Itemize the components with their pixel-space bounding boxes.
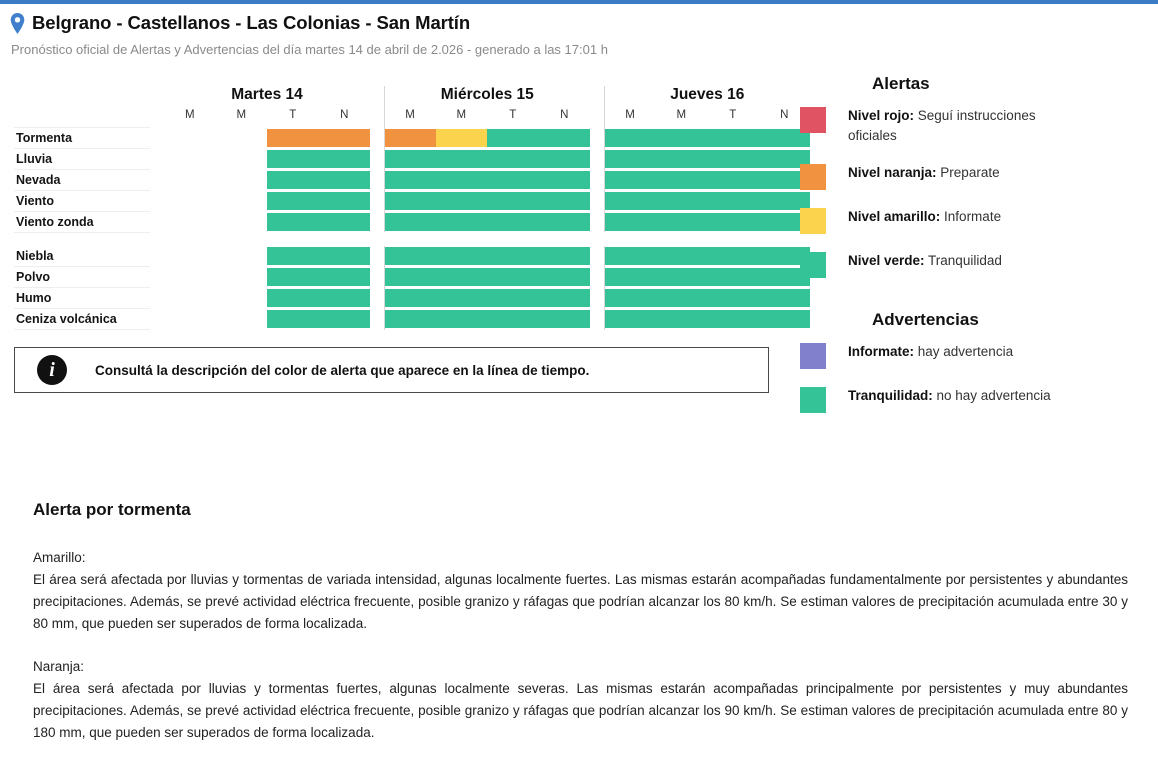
forecast-cell-lluvia-d2-t2[interactable]: [487, 148, 539, 169]
forecast-cell-lluvia-d2-m1[interactable]: [436, 148, 488, 169]
forecast-cell-lluvia-d3-t2[interactable]: [707, 148, 759, 169]
forecast-cell-ceniza-volc-nica-d2-m1[interactable]: [436, 309, 488, 330]
forecast-cell-nevada-d2-n3[interactable]: [539, 169, 591, 190]
forecast-cell-niebla-d1-m1[interactable]: [216, 246, 268, 267]
forecast-cell-viento-d1-m1[interactable]: [216, 190, 268, 211]
forecast-gap-cell: [590, 211, 604, 232]
forecast-cell-viento-zonda-d2-t2[interactable]: [487, 211, 539, 232]
day-header-3: Jueves 16: [604, 86, 810, 109]
forecast-cell-viento-d3-m1[interactable]: [656, 190, 708, 211]
forecast-cell-polvo-d1-m0[interactable]: [164, 267, 216, 288]
forecast-cell-nevada-d1-n3[interactable]: [319, 169, 371, 190]
forecast-cell-nevada-d1-t2[interactable]: [267, 169, 319, 190]
forecast-row-label: Tormenta: [14, 127, 150, 148]
legend-swatch-alert-1: [800, 107, 826, 133]
slot-header-n-d1-4: N: [340, 109, 349, 121]
legend-label-alert-3: Nivel amarillo: Informate: [848, 209, 1002, 224]
legend-alerts-list: [800, 106, 1150, 278]
forecast-cell-nevada-d2-m0[interactable]: [384, 169, 436, 190]
day-gap-cell: [370, 86, 384, 109]
forecast-cell-viento-d1-n3[interactable]: [319, 190, 371, 211]
alert-section-label-1: Amarillo:: [33, 550, 86, 565]
title-row: [10, 12, 810, 34]
forecast-gap-cell: [590, 148, 604, 169]
slot-gap-cell: [150, 109, 164, 127]
forecast-cell-viento-d3-m0[interactable]: [604, 190, 656, 211]
forecast-cell-viento-zonda-d1-m1[interactable]: [216, 211, 268, 232]
forecast-cell-polvo-d3-m0[interactable]: [604, 267, 656, 288]
day-gap-cell: [150, 86, 164, 109]
forecast-cell-tormenta-d1-t2[interactable]: [267, 127, 319, 148]
legend-swatch-warning-1: [800, 343, 826, 369]
legend-warnings-title: Advertencias: [872, 310, 979, 329]
forecast-cell-lluvia-d1-n3[interactable]: [319, 148, 371, 169]
slot-header-m-d3-2: M: [676, 109, 687, 121]
forecast-row-label: Nevada: [14, 169, 150, 190]
legend-swatch-warning-2: [800, 387, 826, 413]
forecast-cell-tormenta-d2-m0[interactable]: [384, 127, 436, 148]
forecast-gap-cell: [370, 246, 384, 267]
forecast-cell-lluvia-d3-m0[interactable]: [604, 148, 656, 169]
legend-panel: [800, 74, 1150, 430]
slot-header-m-d3-1: M: [604, 109, 656, 127]
forecast-cell-nevada-d2-m1[interactable]: [436, 169, 488, 190]
day-header-1: Martes 14: [231, 86, 303, 103]
info-icon: i: [37, 355, 67, 385]
forecast-cell-ceniza-volc-nica-d3-m0[interactable]: [604, 309, 656, 330]
forecast-cell-tormenta-d3-m1[interactable]: [656, 127, 708, 148]
legend-label-alert-2: Nivel naranja: Preparate: [848, 165, 1000, 180]
forecast-cell-lluvia-d2-m0[interactable]: [384, 148, 436, 169]
alert-description-sections: [33, 550, 1128, 744]
forecast-gap-cell: [370, 148, 384, 169]
slot-header-m-d2-1: M: [384, 109, 436, 127]
forecast-cell-tormenta-d1-n3[interactable]: [319, 127, 371, 148]
forecast-cell-humo-d2-t2[interactable]: [487, 288, 539, 309]
forecast-cell-ceniza-volc-nica-d1-m1[interactable]: [216, 309, 268, 330]
legend-item-alert-4: [800, 251, 1150, 278]
forecast-cell-polvo-d2-t2[interactable]: [487, 267, 539, 288]
legend-alerts-title: Alertas: [872, 74, 930, 93]
forecast-table-row: [14, 127, 810, 148]
forecast-cell-humo-d3-m1[interactable]: [656, 288, 708, 309]
forecast-cell-viento-d2-m0[interactable]: [384, 190, 436, 211]
forecast-cell-viento-zonda-d2-n3[interactable]: [539, 211, 591, 232]
forecast-table-body: [14, 127, 810, 330]
forecast-table-row: [14, 190, 810, 211]
forecast-row-label: Niebla: [14, 246, 150, 267]
forecast-gap-cell: [590, 309, 604, 330]
forecast-cell-lluvia-d3-m1[interactable]: [656, 148, 708, 169]
forecast-cell-humo-d2-m1[interactable]: [436, 288, 488, 309]
forecast-corner-cell: [14, 86, 150, 109]
forecast-cell-niebla-d2-m1[interactable]: [436, 246, 488, 267]
forecast-cell-lluvia-d1-m0[interactable]: [164, 148, 216, 169]
page-header: [10, 12, 810, 57]
top-accent-bar: [0, 0, 1158, 4]
forecast-gap-cell: [150, 190, 164, 211]
forecast-table-head: [14, 86, 810, 127]
forecast-row-label: Lluvia: [14, 148, 150, 169]
forecast-cell-viento-d1-m0[interactable]: [164, 190, 216, 211]
forecast-cell-viento-zonda-d3-t2[interactable]: [707, 211, 759, 232]
forecast-cell-ceniza-volc-nica-d1-t2[interactable]: [267, 309, 319, 330]
forecast-gap-cell: [150, 148, 164, 169]
forecast-cell-niebla-d1-t2[interactable]: [267, 246, 319, 267]
forecast-cell-viento-zonda-d1-t2[interactable]: [267, 211, 319, 232]
forecast-cell-tormenta-d3-t2[interactable]: [707, 127, 759, 148]
forecast-cell-tormenta-d2-m1[interactable]: [436, 127, 488, 148]
group-spacer-row: [14, 232, 810, 246]
forecast-cell-viento-zonda-d2-m1[interactable]: [436, 211, 488, 232]
forecast-cell-viento-zonda-d1-m0[interactable]: [164, 211, 216, 232]
forecast-gap-cell: [370, 127, 384, 148]
forecast-cell-tormenta-d1-m0[interactable]: [164, 127, 216, 148]
forecast-cell-polvo-d3-m1[interactable]: [656, 267, 708, 288]
forecast-cell-ceniza-volc-nica-d3-m1[interactable]: [656, 309, 708, 330]
slot-header-t-d2-3: T: [509, 109, 517, 121]
forecast-cell-ceniza-volc-nica-d1-n3[interactable]: [319, 309, 371, 330]
forecast-gap-cell: [150, 246, 164, 267]
forecast-cell-nevada-d3-m0[interactable]: [604, 169, 656, 190]
forecast-cell-ceniza-volc-nica-d1-m0[interactable]: [164, 309, 216, 330]
forecast-cell-polvo-d2-m0[interactable]: [384, 267, 436, 288]
slot-header-t-d3-3: T: [729, 109, 737, 121]
forecast-cell-polvo-d2-m1[interactable]: [436, 267, 488, 288]
forecast-gap-cell: [150, 211, 164, 232]
forecast-cell-nevada-d3-t2[interactable]: [707, 169, 759, 190]
forecast-cell-niebla-d2-n3[interactable]: [539, 246, 591, 267]
slot-gap-cell: [370, 109, 384, 127]
forecast-cell-viento-d2-n3[interactable]: [539, 190, 591, 211]
forecast-gap-cell: [370, 190, 384, 211]
slot-header-m-d2-2: M: [456, 109, 467, 121]
forecast-row-label: Ceniza volcánica: [14, 309, 150, 330]
forecast-cell-viento-zonda-d3-m1[interactable]: [656, 211, 708, 232]
slot-header-t-d1-3: T: [289, 109, 297, 121]
forecast-gap-cell: [150, 169, 164, 190]
forecast-gap-cell: [370, 309, 384, 330]
forecast-cell-niebla-d2-m0[interactable]: [384, 246, 436, 267]
forecast-row-label: Humo: [14, 288, 150, 309]
forecast-cell-lluvia-d1-m1[interactable]: [216, 148, 268, 169]
legend-swatch-alert-4: [800, 252, 826, 278]
forecast-gap-cell: [590, 169, 604, 190]
forecast-cell-nevada-d2-t2[interactable]: [487, 169, 539, 190]
forecast-table-row: [14, 288, 810, 309]
forecast-cell-viento-d2-t2[interactable]: [487, 190, 539, 211]
legend-item-alert-3: [800, 207, 1150, 234]
forecast-table-row: [14, 309, 810, 330]
forecast-gap-cell: [150, 309, 164, 330]
forecast-table-row: [14, 211, 810, 232]
forecast-gap-cell: [370, 211, 384, 232]
forecast-cell-viento-d2-m1[interactable]: [436, 190, 488, 211]
forecast-cell-niebla-d3-t2[interactable]: [707, 246, 759, 267]
forecast-cell-tormenta-d3-m0[interactable]: [604, 127, 656, 148]
forecast-cell-humo-d3-m0[interactable]: [604, 288, 656, 309]
forecast-gap-cell: [370, 288, 384, 309]
slot-header-m-d1-1: M: [184, 109, 195, 121]
forecast-cell-humo-d1-m0[interactable]: [164, 288, 216, 309]
forecast-cell-lluvia-d2-n3[interactable]: [539, 148, 591, 169]
forecast-cell-ceniza-volc-nica-d2-n3[interactable]: [539, 309, 591, 330]
slot-header-m-d1-2: M: [236, 109, 247, 121]
day-header-row: [14, 86, 810, 109]
forecast-cell-viento-zonda-d2-m0[interactable]: [384, 211, 436, 232]
legend-label-alert-4: Nivel verde: Tranquilidad: [848, 253, 1002, 268]
forecast-cell-polvo-d2-n3[interactable]: [539, 267, 591, 288]
forecast-cell-polvo-d1-m1[interactable]: [216, 267, 268, 288]
forecast-cell-niebla-d1-n3[interactable]: [319, 246, 371, 267]
forecast-cell-lluvia-d1-t2[interactable]: [267, 148, 319, 169]
alert-description: [33, 500, 1128, 768]
forecast-cell-niebla-d1-m0[interactable]: [164, 246, 216, 267]
forecast-cell-nevada-d1-m1[interactable]: [216, 169, 268, 190]
forecast-row-label: Viento zonda: [14, 211, 150, 232]
forecast-cell-humo-d3-t2[interactable]: [707, 288, 759, 309]
forecast-gap-cell: [590, 246, 604, 267]
forecast-cell-humo-d1-n3[interactable]: [319, 288, 371, 309]
forecast-cell-tormenta-d2-n3[interactable]: [539, 127, 591, 148]
forecast-cell-humo-d2-m0[interactable]: [384, 288, 436, 309]
info-notice-text: Consultá la descripción del color de alerta que aparece en la línea de tiempo.: [95, 362, 590, 378]
forecast-row-label: Viento: [14, 190, 150, 211]
forecast-gap-cell: [590, 288, 604, 309]
forecast-gap-cell: [590, 267, 604, 288]
forecast-gap-cell: [150, 288, 164, 309]
forecast-cell-niebla-d2-t2[interactable]: [487, 246, 539, 267]
page-subtitle: Pronóstico oficial de Alertas y Advertencias del día martes 14 de abril de 2.026 - generado a las 17:01 h: [11, 42, 608, 57]
forecast-row-label: Polvo: [14, 267, 150, 288]
forecast-table-row: [14, 246, 810, 267]
legend-item-warning-2: [800, 386, 1150, 413]
forecast-cell-niebla-d3-m0[interactable]: [604, 246, 656, 267]
legend-warnings-list: [800, 342, 1150, 413]
forecast-cell-viento-zonda-d3-m0[interactable]: [604, 211, 656, 232]
legend-item-warning-1: [800, 342, 1150, 369]
alert-section-body-1: El área será afectada por lluvias y tormentas de variada intensidad, algunas localmente fuertes. Las mismas estarán acompañadas fundamentalmente por persistentes y abundantes precipitaciones. Además, se prevé actividad eléctrica frecuente, posible granizo y ráfagas que podrían alcanzar los 80 km/h. Se estiman valores de precipitación acumulada entre 30 y 80 mm, que pueden ser superados de forma localizada.: [33, 572, 1128, 631]
forecast-cell-ceniza-volc-nica-d2-t2[interactable]: [487, 309, 539, 330]
forecast-cell-humo-d1-t2[interactable]: [267, 288, 319, 309]
slot-header-n-d3-4: N: [780, 109, 789, 121]
legend-swatch-alert-2: [800, 164, 826, 190]
slot-header-n-d2-4: N: [560, 109, 569, 121]
legend-label-warning-1: Informate: hay advertencia: [848, 344, 1014, 359]
forecast-gap-cell: [370, 267, 384, 288]
legend-item-alert-2: [800, 163, 1150, 190]
forecast-gap-cell: [590, 190, 604, 211]
info-notice: [14, 347, 769, 393]
forecast-cell-viento-zonda-d1-n3[interactable]: [319, 211, 371, 232]
forecast-cell-ceniza-volc-nica-d3-t2[interactable]: [707, 309, 759, 330]
alert-description-heading: Alerta por tormenta: [33, 500, 191, 519]
forecast-cell-ceniza-volc-nica-d2-m0[interactable]: [384, 309, 436, 330]
slot-corner-cell: [14, 109, 150, 127]
legend-label-warning-2: Tranquilidad: no hay advertencia: [848, 388, 1051, 403]
forecast-cell-polvo-d1-t2[interactable]: [267, 267, 319, 288]
forecast-cell-humo-d1-m1[interactable]: [216, 288, 268, 309]
legend-label-alert-1: Nivel rojo: Seguí instrucciones oficiales: [848, 108, 1036, 143]
forecast-gap-cell: [590, 127, 604, 148]
forecast-cell-tormenta-d2-t2[interactable]: [487, 127, 539, 148]
alert-section-label-2: Naranja:: [33, 659, 85, 674]
forecast-gap-cell: [370, 169, 384, 190]
alert-section-body-2: El área será afectada por lluvias y tormentas fuertes, algunas localmente severas. Las mismas estarán acompañadas principalmente por persistentes y muy abundantes precipitaciones. Además, se prevé actividad eléctrica frecuente, posible granizo y ráfagas que podrían alcanzar los 90 km/h. Se estiman valores de precipitación acumulada entre 80 y 180 mm, que pueden ser superados de forma localizada.: [33, 681, 1128, 740]
forecast-cell-nevada-d3-m1[interactable]: [656, 169, 708, 190]
forecast-cell-viento-d1-t2[interactable]: [267, 190, 319, 211]
day-gap-cell: [590, 86, 604, 109]
page-title: Belgrano - Castellanos - Las Colonias - San Martín: [32, 12, 471, 33]
forecast-table-wrap: [14, 86, 789, 330]
forecast-table-row: [14, 267, 810, 288]
forecast-gap-cell: [150, 127, 164, 148]
forecast-cell-viento-d3-t2[interactable]: [707, 190, 759, 211]
forecast-table-row: [14, 148, 810, 169]
legend-item-alert-1: [800, 106, 1150, 146]
forecast-gap-cell: [150, 267, 164, 288]
forecast-table: [14, 86, 810, 330]
forecast-cell-humo-d2-n3[interactable]: [539, 288, 591, 309]
forecast-table-row: [14, 169, 810, 190]
location-pin-icon: [10, 13, 25, 34]
day-header-2: Miércoles 15: [384, 86, 590, 109]
forecast-cell-polvo-d3-t2[interactable]: [707, 267, 759, 288]
legend-swatch-alert-3: [800, 208, 826, 234]
forecast-cell-niebla-d3-m1[interactable]: [656, 246, 708, 267]
slot-header-row: [14, 109, 810, 127]
forecast-cell-polvo-d1-n3[interactable]: [319, 267, 371, 288]
forecast-cell-tormenta-d1-m1[interactable]: [216, 127, 268, 148]
slot-gap-cell: [590, 109, 604, 127]
forecast-cell-nevada-d1-m0[interactable]: [164, 169, 216, 190]
